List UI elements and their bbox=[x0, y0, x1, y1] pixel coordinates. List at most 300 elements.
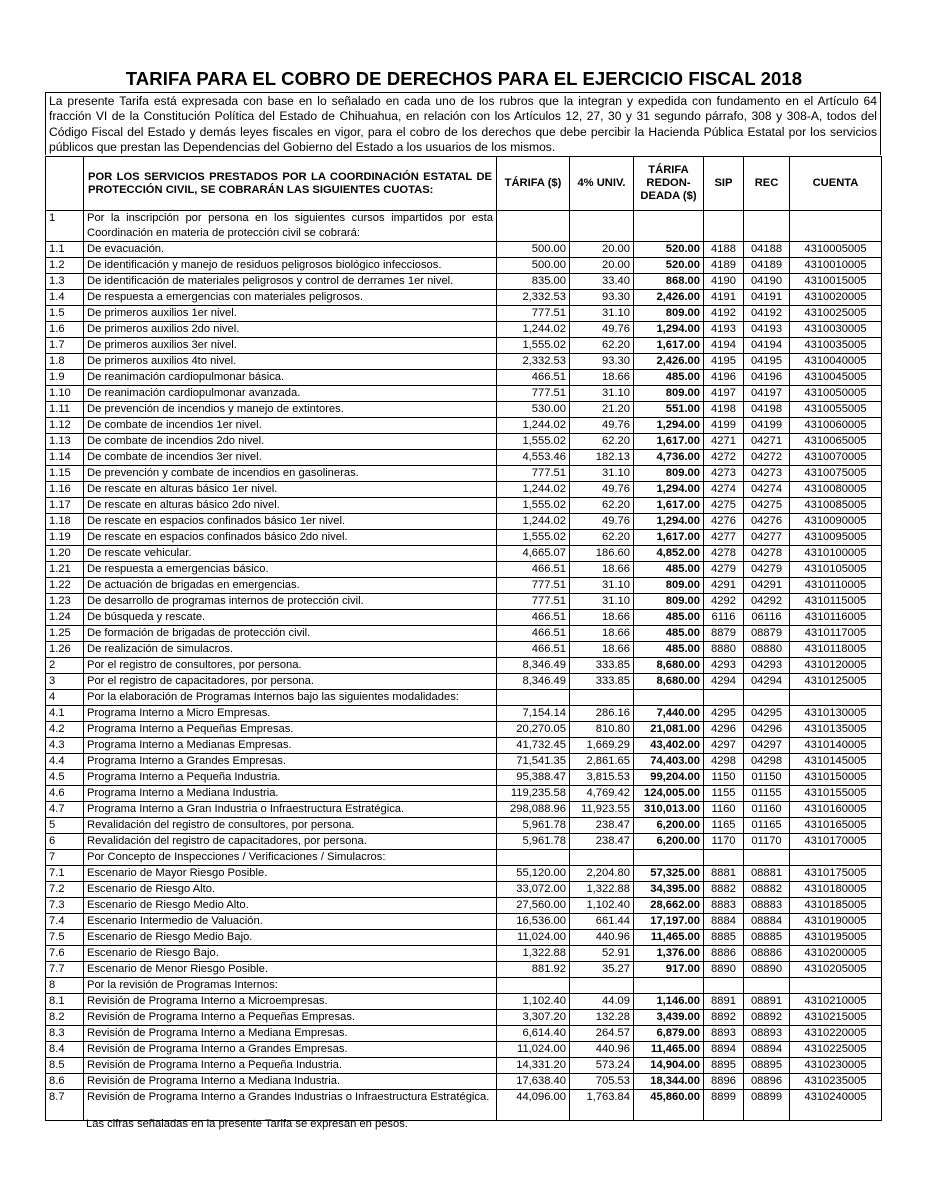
row-description: De actuación de brigadas en emergencias. bbox=[84, 578, 497, 594]
row-univ: 52.91 bbox=[570, 946, 634, 962]
row-tarifa: 119,235.58 bbox=[497, 786, 570, 802]
row-description: Revalidación del registro de consultores, por persona. bbox=[84, 818, 497, 834]
row-description: Revisión de Programa Interno a Grandes Empresas. bbox=[84, 1042, 497, 1058]
row-cuenta: 4310155005 bbox=[790, 786, 882, 802]
row-rec: 04271 bbox=[744, 434, 790, 450]
row-description: Escenario de Menor Riesgo Posible. bbox=[84, 962, 497, 978]
row-univ bbox=[570, 978, 634, 994]
row-rec: 04292 bbox=[744, 594, 790, 610]
row-rec: 08885 bbox=[744, 930, 790, 946]
row-rec: 04193 bbox=[744, 322, 790, 338]
row-univ: 810.80 bbox=[570, 722, 634, 738]
row-number: 1.18 bbox=[46, 514, 84, 530]
row-cuenta: 4310225005 bbox=[790, 1042, 882, 1058]
table-row bbox=[46, 914, 882, 930]
row-tarifa-redondeada: 57,325.00 bbox=[634, 866, 704, 882]
table-row bbox=[46, 738, 882, 754]
row-tarifa: 6,614.40 bbox=[497, 1026, 570, 1042]
row-description: De rescate en espacios confinados básico 2do nivel. bbox=[84, 530, 497, 546]
row-number: 2 bbox=[46, 658, 84, 674]
row-number: 8.6 bbox=[46, 1074, 84, 1090]
row-univ: 18.66 bbox=[570, 562, 634, 578]
row-tarifa: 7,154.14 bbox=[497, 706, 570, 722]
row-tarifa-redondeada: 11,465.00 bbox=[634, 930, 704, 946]
table-row bbox=[46, 962, 882, 978]
header-rec: REC bbox=[744, 157, 790, 211]
row-sip: 8890 bbox=[704, 962, 744, 978]
row-rec bbox=[744, 211, 790, 242]
row-rec: 04199 bbox=[744, 418, 790, 434]
row-tarifa: 466.51 bbox=[497, 626, 570, 642]
row-number: 1.10 bbox=[46, 386, 84, 402]
row-rec: 04277 bbox=[744, 530, 790, 546]
row-description: De combate de incendios 1er nivel. bbox=[84, 418, 497, 434]
table-row bbox=[46, 786, 882, 802]
table-row bbox=[46, 402, 882, 418]
row-tarifa-redondeada: 14,904.00 bbox=[634, 1058, 704, 1074]
row-tarifa: 777.51 bbox=[497, 594, 570, 610]
row-univ: 33.40 bbox=[570, 274, 634, 290]
table-row bbox=[46, 482, 882, 498]
row-tarifa-redondeada bbox=[634, 690, 704, 706]
intro-paragraph: La presente Tarifa está expresada con base en lo señalado en cada uno de los rubros que la integran y expedida con fundamento en el Artículo 64 fracción VI de la Constitución Política del Estado de Chihuahua, en relación con los Artículos 12, 27, 30 y 31 segundo párrafo, 308 y 308-A, todos del Código Fiscal del Estado y demás leyes fiscales en vigor, para el cobro de los derechos que debe percibir la Hacienda Pública Estatal por los servicios públicos que prestan las Dependencias del Gobierno del Estado a los usuarios de los mismos. bbox=[45, 92, 881, 155]
row-description: De respuesta a emergencias básico. bbox=[84, 562, 497, 578]
table-row bbox=[46, 530, 882, 546]
row-tarifa: 1,244.02 bbox=[497, 322, 570, 338]
row-cuenta: 4310116005 bbox=[790, 610, 882, 626]
row-sip: 4275 bbox=[704, 498, 744, 514]
row-number: 7.7 bbox=[46, 962, 84, 978]
row-rec: 04293 bbox=[744, 658, 790, 674]
row-sip: 4193 bbox=[704, 322, 744, 338]
row-tarifa-redondeada: 809.00 bbox=[634, 306, 704, 322]
row-number: 1.17 bbox=[46, 498, 84, 514]
row-sip: 4188 bbox=[704, 242, 744, 258]
row-number: 8.2 bbox=[46, 1010, 84, 1026]
row-sip: 4292 bbox=[704, 594, 744, 610]
row-number: 1.7 bbox=[46, 338, 84, 354]
row-rec: 04191 bbox=[744, 290, 790, 306]
table-row bbox=[46, 674, 882, 690]
row-number: 7.6 bbox=[46, 946, 84, 962]
row-number: 4.6 bbox=[46, 786, 84, 802]
row-rec bbox=[744, 850, 790, 866]
row-cuenta: 4310117005 bbox=[790, 626, 882, 642]
row-cuenta: 4310065005 bbox=[790, 434, 882, 450]
row-description: Escenario de Riesgo Medio Bajo. bbox=[84, 930, 497, 946]
row-tarifa: 1,244.02 bbox=[497, 514, 570, 530]
row-tarifa: 881.92 bbox=[497, 962, 570, 978]
row-tarifa: 20,270.05 bbox=[497, 722, 570, 738]
row-tarifa bbox=[497, 978, 570, 994]
table-row bbox=[46, 722, 882, 738]
table-row bbox=[46, 514, 882, 530]
row-description: De respuesta a emergencias con materiales peligrosos. bbox=[84, 290, 497, 306]
table-row bbox=[46, 1010, 882, 1026]
row-cuenta: 4310075005 bbox=[790, 466, 882, 482]
row-tarifa: 11,024.00 bbox=[497, 1042, 570, 1058]
row-tarifa: 95,388.47 bbox=[497, 770, 570, 786]
row-sip: 4298 bbox=[704, 754, 744, 770]
row-tarifa bbox=[497, 211, 570, 242]
row-cuenta: 4310010005 bbox=[790, 258, 882, 274]
row-cuenta: 4310050005 bbox=[790, 386, 882, 402]
row-cuenta: 4310055005 bbox=[790, 402, 882, 418]
row-tarifa-redondeada: 1,376.00 bbox=[634, 946, 704, 962]
table-row bbox=[46, 546, 882, 562]
row-cuenta: 4310180005 bbox=[790, 882, 882, 898]
row-description: De prevención de incendios y manejo de extintores. bbox=[84, 402, 497, 418]
row-univ bbox=[570, 850, 634, 866]
header-description: POR LOS SERVICIOS PRESTADOS POR LA COORDINACIÓN ESTATAL DE PROTECCIÓN CIVIL, SE COBRARÁN LAS SIGUIENTES CUOTAS: bbox=[84, 157, 497, 211]
row-tarifa: 1,244.02 bbox=[497, 418, 570, 434]
row-tarifa-redondeada: 8,680.00 bbox=[634, 674, 704, 690]
row-sip: 8880 bbox=[704, 642, 744, 658]
row-rec: 04194 bbox=[744, 338, 790, 354]
row-sip bbox=[704, 978, 744, 994]
row-univ: 93.30 bbox=[570, 290, 634, 306]
row-sip: 4274 bbox=[704, 482, 744, 498]
row-sip: 8892 bbox=[704, 1010, 744, 1026]
table-row bbox=[46, 610, 882, 626]
row-univ: 1,669.29 bbox=[570, 738, 634, 754]
row-sip: 1160 bbox=[704, 802, 744, 818]
row-cuenta: 4310100005 bbox=[790, 546, 882, 562]
row-rec: 04197 bbox=[744, 386, 790, 402]
row-sip: 8886 bbox=[704, 946, 744, 962]
row-tarifa-redondeada: 520.00 bbox=[634, 258, 704, 274]
table-row bbox=[46, 1074, 882, 1090]
row-tarifa-redondeada: 1,617.00 bbox=[634, 498, 704, 514]
row-tarifa-redondeada: 485.00 bbox=[634, 562, 704, 578]
row-number: 1.21 bbox=[46, 562, 84, 578]
row-tarifa: 5,961.78 bbox=[497, 834, 570, 850]
row-univ: 49.76 bbox=[570, 514, 634, 530]
row-univ: 4,769.42 bbox=[570, 786, 634, 802]
row-tarifa-redondeada: 1,617.00 bbox=[634, 338, 704, 354]
row-cuenta: 4310160005 bbox=[790, 802, 882, 818]
row-tarifa: 2,332.53 bbox=[497, 290, 570, 306]
row-tarifa-redondeada: 485.00 bbox=[634, 642, 704, 658]
row-cuenta: 4310215005 bbox=[790, 1010, 882, 1026]
row-tarifa-redondeada: 43,402.00 bbox=[634, 738, 704, 754]
row-sip: 4199 bbox=[704, 418, 744, 434]
row-description: De primeros auxilios 4to nivel. bbox=[84, 354, 497, 370]
row-tarifa: 1,244.02 bbox=[497, 482, 570, 498]
row-number: 4.2 bbox=[46, 722, 84, 738]
row-rec: 08883 bbox=[744, 898, 790, 914]
row-number: 8.3 bbox=[46, 1026, 84, 1042]
row-tarifa: 11,024.00 bbox=[497, 930, 570, 946]
row-tarifa: 3,307.20 bbox=[497, 1010, 570, 1026]
row-tarifa-redondeada: 809.00 bbox=[634, 594, 704, 610]
row-tarifa-redondeada: 2,426.00 bbox=[634, 290, 704, 306]
row-tarifa-redondeada: 8,680.00 bbox=[634, 658, 704, 674]
row-tarifa: 1,322.88 bbox=[497, 946, 570, 962]
row-tarifa-redondeada: 6,200.00 bbox=[634, 818, 704, 834]
row-tarifa-redondeada: 1,617.00 bbox=[634, 434, 704, 450]
row-rec: 04190 bbox=[744, 274, 790, 290]
row-sip: 1170 bbox=[704, 834, 744, 850]
table-row bbox=[46, 626, 882, 642]
row-tarifa-redondeada bbox=[634, 978, 704, 994]
row-tarifa-redondeada: 11,465.00 bbox=[634, 1042, 704, 1058]
row-sip: 8885 bbox=[704, 930, 744, 946]
row-sip: 8899 bbox=[704, 1090, 744, 1121]
row-tarifa-redondeada: 485.00 bbox=[634, 370, 704, 386]
row-number: 7.5 bbox=[46, 930, 84, 946]
row-univ: 440.96 bbox=[570, 930, 634, 946]
row-cuenta: 4310185005 bbox=[790, 898, 882, 914]
table-row bbox=[46, 978, 882, 994]
row-description: Revisión de Programa Interno a Mediana Empresas. bbox=[84, 1026, 497, 1042]
row-tarifa: 298,088.96 bbox=[497, 802, 570, 818]
row-tarifa-redondeada: 7,440.00 bbox=[634, 706, 704, 722]
row-number: 1.13 bbox=[46, 434, 84, 450]
table-row bbox=[46, 930, 882, 946]
table-row bbox=[46, 354, 882, 370]
row-number: 1.19 bbox=[46, 530, 84, 546]
row-tarifa: 33,072.00 bbox=[497, 882, 570, 898]
row-description: De primeros auxilios 1er nivel. bbox=[84, 306, 497, 322]
row-description: Revisión de Programa Interno a Pequeña Industria. bbox=[84, 1058, 497, 1074]
table-row bbox=[46, 658, 882, 674]
row-number: 1.6 bbox=[46, 322, 84, 338]
row-tarifa: 5,961.78 bbox=[497, 818, 570, 834]
row-univ: 182.13 bbox=[570, 450, 634, 466]
row-number: 1.22 bbox=[46, 578, 84, 594]
row-number: 4.5 bbox=[46, 770, 84, 786]
table-row bbox=[46, 866, 882, 882]
row-number: 8.5 bbox=[46, 1058, 84, 1074]
table-row bbox=[46, 466, 882, 482]
row-sip: 8895 bbox=[704, 1058, 744, 1074]
row-univ: 31.10 bbox=[570, 386, 634, 402]
row-cuenta: 4310015005 bbox=[790, 274, 882, 290]
row-cuenta: 4310045005 bbox=[790, 370, 882, 386]
row-cuenta: 4310130005 bbox=[790, 706, 882, 722]
row-univ: 3,815.53 bbox=[570, 770, 634, 786]
row-sip: 4273 bbox=[704, 466, 744, 482]
row-cuenta: 4310150005 bbox=[790, 770, 882, 786]
row-rec: 04198 bbox=[744, 402, 790, 418]
row-cuenta: 4310035005 bbox=[790, 338, 882, 354]
table-row bbox=[46, 434, 882, 450]
table-row bbox=[46, 898, 882, 914]
row-sip bbox=[704, 690, 744, 706]
row-tarifa bbox=[497, 690, 570, 706]
row-rec: 04291 bbox=[744, 578, 790, 594]
row-number: 8 bbox=[46, 978, 84, 994]
row-tarifa: 1,555.02 bbox=[497, 338, 570, 354]
row-rec: 04273 bbox=[744, 466, 790, 482]
row-sip: 4198 bbox=[704, 402, 744, 418]
row-rec: 04195 bbox=[744, 354, 790, 370]
row-rec: 04188 bbox=[744, 242, 790, 258]
row-univ bbox=[570, 690, 634, 706]
row-description: Escenario de Riesgo Bajo. bbox=[84, 946, 497, 962]
row-description: De realización de simulacros. bbox=[84, 642, 497, 658]
row-tarifa-redondeada: 17,197.00 bbox=[634, 914, 704, 930]
row-cuenta: 4310230005 bbox=[790, 1058, 882, 1074]
table-row bbox=[46, 578, 882, 594]
row-rec: 08893 bbox=[744, 1026, 790, 1042]
row-tarifa: 16,536.00 bbox=[497, 914, 570, 930]
row-univ: 705.53 bbox=[570, 1074, 634, 1090]
row-rec: 04297 bbox=[744, 738, 790, 754]
row-cuenta: 4310080005 bbox=[790, 482, 882, 498]
row-tarifa-redondeada bbox=[634, 211, 704, 242]
row-tarifa: 2,332.53 bbox=[497, 354, 570, 370]
row-tarifa-redondeada: 1,294.00 bbox=[634, 418, 704, 434]
table-row bbox=[46, 834, 882, 850]
row-sip bbox=[704, 850, 744, 866]
row-tarifa-redondeada: 1,294.00 bbox=[634, 482, 704, 498]
row-sip: 4272 bbox=[704, 450, 744, 466]
row-univ: 286.16 bbox=[570, 706, 634, 722]
row-tarifa: 4,665.07 bbox=[497, 546, 570, 562]
row-tarifa-redondeada: 1,294.00 bbox=[634, 514, 704, 530]
table-row bbox=[46, 1042, 882, 1058]
row-tarifa: 1,102.40 bbox=[497, 994, 570, 1010]
row-cuenta: 4310125005 bbox=[790, 674, 882, 690]
row-univ: 49.76 bbox=[570, 322, 634, 338]
row-tarifa: 466.51 bbox=[497, 562, 570, 578]
table-row bbox=[46, 562, 882, 578]
row-tarifa-redondeada: 1,617.00 bbox=[634, 530, 704, 546]
row-rec: 04196 bbox=[744, 370, 790, 386]
row-description: Por el registro de capacitadores, por persona. bbox=[84, 674, 497, 690]
row-cuenta bbox=[790, 211, 882, 242]
row-tarifa: 530.00 bbox=[497, 402, 570, 418]
table-row bbox=[46, 322, 882, 338]
row-sip: 4271 bbox=[704, 434, 744, 450]
row-tarifa: 777.51 bbox=[497, 578, 570, 594]
row-description: Por el registro de consultores, por persona. bbox=[84, 658, 497, 674]
row-description: Programa Interno a Medianas Empresas. bbox=[84, 738, 497, 754]
row-cuenta: 4310200005 bbox=[790, 946, 882, 962]
row-description: Programa Interno a Pequeñas Empresas. bbox=[84, 722, 497, 738]
row-description: De combate de incendios 3er nivel. bbox=[84, 450, 497, 466]
row-sip: 1155 bbox=[704, 786, 744, 802]
row-description: Escenario de Riesgo Medio Alto. bbox=[84, 898, 497, 914]
row-cuenta: 4310060005 bbox=[790, 418, 882, 434]
row-tarifa-redondeada: 18,344.00 bbox=[634, 1074, 704, 1090]
row-number: 7 bbox=[46, 850, 84, 866]
row-sip: 4197 bbox=[704, 386, 744, 402]
row-number: 1.12 bbox=[46, 418, 84, 434]
row-sip: 4277 bbox=[704, 530, 744, 546]
row-number: 1.20 bbox=[46, 546, 84, 562]
row-number: 1.16 bbox=[46, 482, 84, 498]
row-number: 6 bbox=[46, 834, 84, 850]
row-univ: 93.30 bbox=[570, 354, 634, 370]
row-number: 1.1 bbox=[46, 242, 84, 258]
table-row bbox=[46, 1026, 882, 1042]
row-description: Por la elaboración de Programas Internos bajo las siguientes modalidades: bbox=[84, 690, 497, 706]
row-description: Revalidación del registro de capacitadores, por persona. bbox=[84, 834, 497, 850]
row-tarifa-redondeada: 485.00 bbox=[634, 626, 704, 642]
row-tarifa: 835.00 bbox=[497, 274, 570, 290]
row-description: De combate de incendios 2do nivel. bbox=[84, 434, 497, 450]
header-univ: 4% UNIV. bbox=[570, 157, 634, 211]
row-cuenta: 4310005005 bbox=[790, 242, 882, 258]
row-sip: 8879 bbox=[704, 626, 744, 642]
row-cuenta bbox=[790, 978, 882, 994]
table-row bbox=[46, 498, 882, 514]
row-cuenta: 4310070005 bbox=[790, 450, 882, 466]
row-cuenta: 4310170005 bbox=[790, 834, 882, 850]
row-number: 1.25 bbox=[46, 626, 84, 642]
row-description: De prevención y combate de incendios en gasolineras. bbox=[84, 466, 497, 482]
row-sip: 4190 bbox=[704, 274, 744, 290]
row-univ: 49.76 bbox=[570, 418, 634, 434]
row-tarifa-redondeada: 1,294.00 bbox=[634, 322, 704, 338]
header-sip: SIP bbox=[704, 157, 744, 211]
row-cuenta: 4310135005 bbox=[790, 722, 882, 738]
row-rec: 08881 bbox=[744, 866, 790, 882]
row-univ: 661.44 bbox=[570, 914, 634, 930]
row-rec: 08894 bbox=[744, 1042, 790, 1058]
row-cuenta: 4310085005 bbox=[790, 498, 882, 514]
row-univ: 2,204.80 bbox=[570, 866, 634, 882]
row-rec: 04294 bbox=[744, 674, 790, 690]
row-tarifa: 4,553.46 bbox=[497, 450, 570, 466]
row-univ: 35.27 bbox=[570, 962, 634, 978]
row-univ: 62.20 bbox=[570, 434, 634, 450]
row-description: De búsqueda y rescate. bbox=[84, 610, 497, 626]
row-sip: 8884 bbox=[704, 914, 744, 930]
table-row bbox=[46, 850, 882, 866]
row-tarifa bbox=[497, 850, 570, 866]
row-description: De reanimación cardiopulmonar avanzada. bbox=[84, 386, 497, 402]
document-title: TARIFA PARA EL COBRO DE DERECHOS PARA EL EJERCICIO FISCAL 2018 bbox=[125, 68, 803, 89]
row-tarifa: 44,096.00 bbox=[497, 1090, 570, 1121]
row-univ: 238.47 bbox=[570, 834, 634, 850]
row-sip: 4191 bbox=[704, 290, 744, 306]
row-cuenta: 4310165005 bbox=[790, 818, 882, 834]
row-tarifa: 500.00 bbox=[497, 242, 570, 258]
header-tarifa: TÁRIFA ($) bbox=[497, 157, 570, 211]
table-row bbox=[46, 338, 882, 354]
row-cuenta: 4310110005 bbox=[790, 578, 882, 594]
row-tarifa-redondeada: 34,395.00 bbox=[634, 882, 704, 898]
row-sip: 8891 bbox=[704, 994, 744, 1010]
footnote: Las cifras señaladas en la presente Tarifa se expresan en pesos. bbox=[86, 1118, 408, 1130]
row-tarifa-redondeada: 28,662.00 bbox=[634, 898, 704, 914]
row-description: De evacuación. bbox=[84, 242, 497, 258]
row-rec: 08882 bbox=[744, 882, 790, 898]
row-number: 4.4 bbox=[46, 754, 84, 770]
row-univ: 49.76 bbox=[570, 482, 634, 498]
row-sip: 8882 bbox=[704, 882, 744, 898]
row-tarifa-redondeada: 520.00 bbox=[634, 242, 704, 258]
row-number: 1.26 bbox=[46, 642, 84, 658]
row-tarifa: 777.51 bbox=[497, 466, 570, 482]
row-tarifa-redondeada: 99,204.00 bbox=[634, 770, 704, 786]
row-number: 3 bbox=[46, 674, 84, 690]
row-description: Programa Interno a Grandes Empresas. bbox=[84, 754, 497, 770]
row-description: Revisión de Programa Interno a Mediana Industria. bbox=[84, 1074, 497, 1090]
row-univ: 264.57 bbox=[570, 1026, 634, 1042]
row-tarifa: 466.51 bbox=[497, 370, 570, 386]
row-number: 1.23 bbox=[46, 594, 84, 610]
row-rec: 04276 bbox=[744, 514, 790, 530]
row-number: 1.8 bbox=[46, 354, 84, 370]
row-tarifa-redondeada: 6,879.00 bbox=[634, 1026, 704, 1042]
row-tarifa: 777.51 bbox=[497, 386, 570, 402]
row-sip: 4194 bbox=[704, 338, 744, 354]
